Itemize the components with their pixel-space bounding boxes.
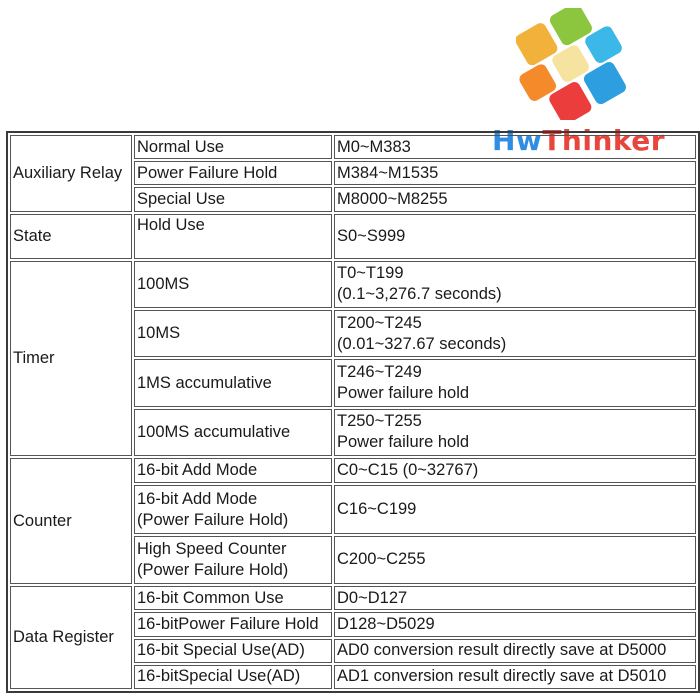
specification-table [6, 131, 700, 693]
range-cell [334, 612, 696, 636]
type-cell [134, 536, 332, 584]
range-text: M8000~M8255 [337, 189, 448, 208]
range-cell [334, 135, 696, 159]
type-cell [134, 135, 332, 159]
range-cell [334, 409, 696, 456]
range-text: C200~C255 [337, 550, 426, 569]
type-text: 100MS accumulative [137, 422, 291, 441]
table-row [10, 586, 696, 610]
type-text: Power Failure Hold [137, 163, 278, 182]
type-text: 16-bit Add Mode [137, 489, 258, 508]
range-text: D128~D5029 [337, 614, 435, 633]
type-cell [134, 359, 332, 406]
range-cell [334, 261, 696, 308]
type-cell [134, 639, 332, 663]
range-text: C0~C15 (0~32767) [337, 461, 479, 480]
table-row [10, 214, 696, 259]
type-cell [134, 214, 332, 259]
type-text: 10MS [137, 324, 181, 343]
table-row [10, 261, 696, 308]
category-cell: State [10, 214, 132, 259]
type-text: Special Use [137, 189, 226, 208]
range-cell [334, 458, 696, 483]
type-cell [134, 187, 332, 211]
range-text: T246~T249 [337, 363, 422, 382]
range-text: T200~T245 [337, 313, 422, 332]
range-cell [334, 359, 696, 406]
range-text: M0~M383 [337, 137, 411, 156]
brand-name-part1: Hw [492, 124, 543, 157]
type-cell [134, 261, 332, 308]
range-cell [334, 485, 696, 533]
range-cell [334, 214, 696, 259]
type-text: (Power Failure Hold) [137, 560, 289, 579]
category-cell: Data Register [10, 586, 132, 689]
type-text: Hold Use [137, 215, 205, 234]
range-text: (0.1~3,276.7 seconds) [337, 285, 502, 304]
range-cell [334, 536, 696, 584]
type-text: Normal Use [137, 137, 225, 156]
range-text: AD0 conversion result directly save at D5000 [337, 641, 667, 660]
table-row [10, 458, 696, 483]
type-cell [134, 665, 332, 689]
range-cell [334, 310, 696, 357]
type-text: 16-bit Common Use [137, 588, 284, 607]
range-text: C16~C199 [337, 500, 417, 519]
range-text: Power failure hold [337, 433, 470, 452]
range-text: T250~T255 [337, 412, 422, 431]
type-cell [134, 612, 332, 636]
category-cell: Auxiliary Relay [10, 135, 132, 212]
type-text: 16-bit Special Use(AD) [137, 641, 305, 660]
range-text: D0~D127 [337, 588, 408, 607]
range-text: M384~M1535 [337, 163, 439, 182]
range-text: T0~T199 [337, 264, 404, 283]
type-cell [134, 485, 332, 533]
range-cell [334, 639, 696, 663]
range-cell [334, 665, 696, 689]
range-cell [334, 187, 696, 211]
type-cell [134, 161, 332, 185]
category-cell: Timer [10, 261, 132, 456]
type-text: 100MS [137, 274, 190, 293]
range-cell [334, 161, 696, 185]
brand-name-part2: Thinker [542, 124, 666, 157]
type-cell [134, 310, 332, 357]
range-cell [334, 586, 696, 610]
category-cell: Counter [10, 458, 132, 584]
type-text: 16-bitSpecial Use(AD) [137, 667, 301, 686]
type-cell [134, 586, 332, 610]
type-cell [134, 409, 332, 456]
range-text: Power failure hold [337, 384, 470, 403]
range-text: S0~S999 [337, 226, 406, 245]
type-text: 1MS accumulative [137, 373, 272, 392]
type-text: 16-bit Add Mode [137, 461, 258, 480]
table-row [10, 135, 696, 159]
type-text: (Power Failure Hold) [137, 510, 289, 529]
range-text: AD1 conversion result directly save at D5010 [337, 667, 667, 686]
hwthinker-logo-icon [516, 8, 628, 120]
type-text: High Speed Counter [137, 539, 287, 558]
type-cell [134, 458, 332, 483]
type-text: 16-bitPower Failure Hold [137, 614, 319, 633]
range-text: (0.01~327.67 seconds) [337, 334, 507, 353]
specification-table-body [10, 135, 696, 689]
